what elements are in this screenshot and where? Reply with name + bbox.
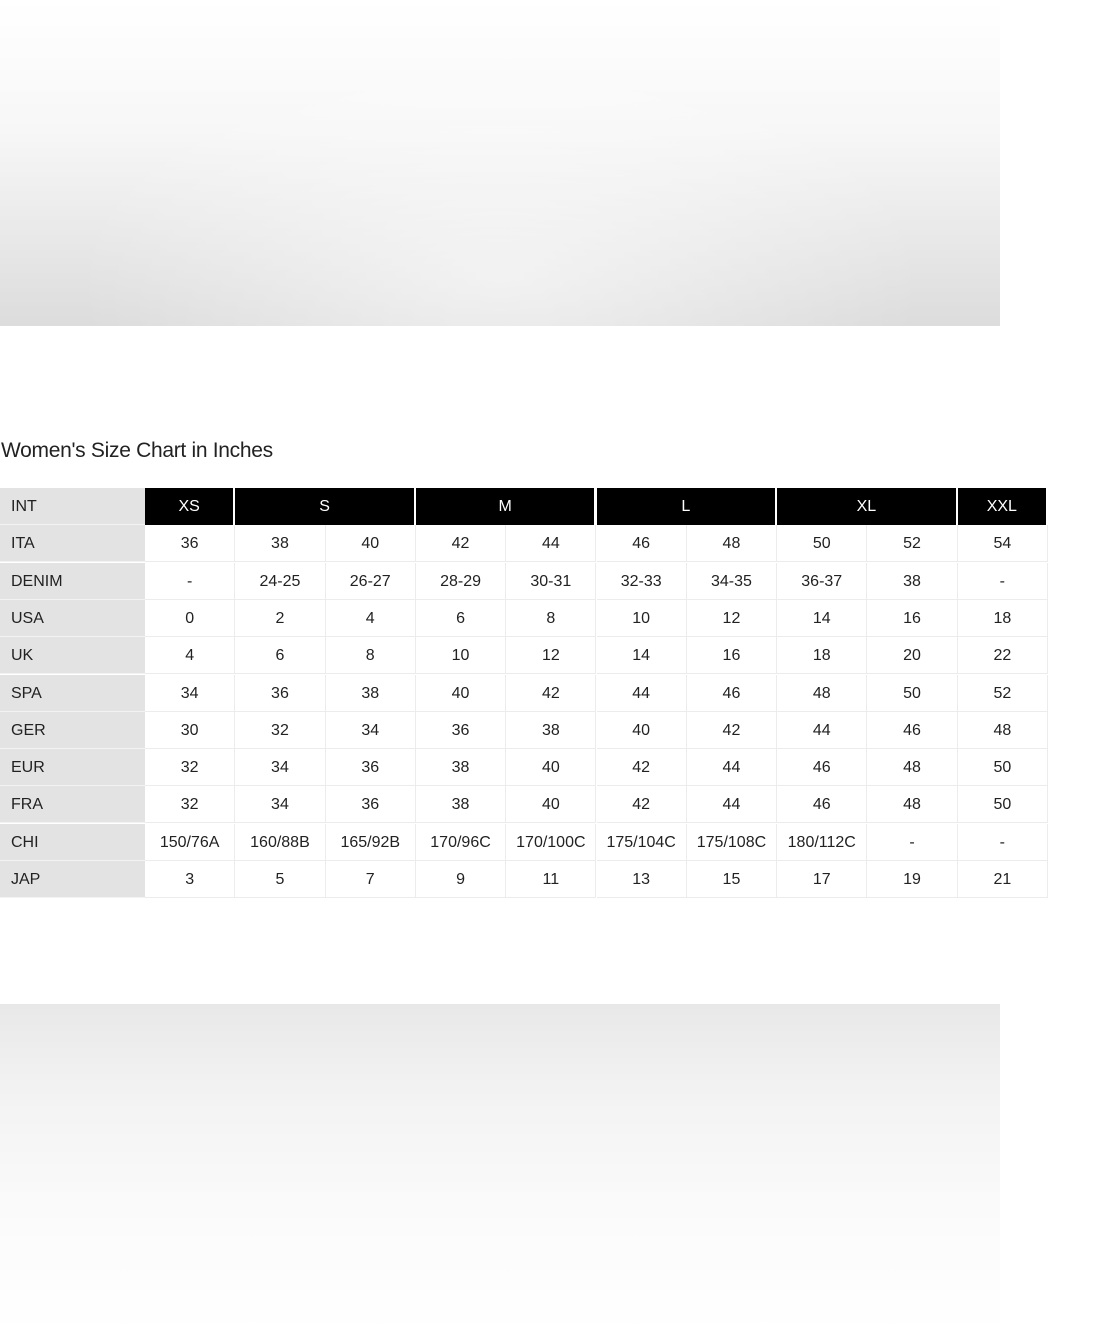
page-title: Women's Size Chart in Inches <box>1 439 273 462</box>
table-cell: 46 <box>777 786 867 823</box>
table-cell: 10 <box>597 600 687 637</box>
table-cell: 36 <box>326 786 416 823</box>
top-gradient-band <box>0 0 1000 326</box>
table-cell: 34 <box>145 675 235 712</box>
table-cell: 48 <box>867 786 957 823</box>
row-label: ITA <box>0 525 145 562</box>
table-row <box>0 786 1100 823</box>
table-cell: 38 <box>235 525 325 562</box>
table-cell: 38 <box>506 712 596 749</box>
table-cell: 26-27 <box>326 563 416 600</box>
table-cell: 15 <box>687 861 777 898</box>
size-group-header: XL <box>777 488 958 525</box>
table-cell: 42 <box>597 749 687 786</box>
table-cell: 170/100C <box>506 824 596 861</box>
size-group-header: XS <box>145 488 235 525</box>
table-cell: 8 <box>326 637 416 674</box>
table-cell: 18 <box>777 637 867 674</box>
row-label: UK <box>0 637 145 674</box>
table-cell: 13 <box>597 861 687 898</box>
table-cell: 52 <box>867 525 957 562</box>
table-cell: 40 <box>416 675 506 712</box>
table-row <box>0 749 1100 786</box>
table-cell: 48 <box>958 712 1048 749</box>
table-cell: - <box>958 563 1048 600</box>
table-cell: 32 <box>145 786 235 823</box>
table-cell: 16 <box>687 637 777 674</box>
table-cell: 17 <box>777 861 867 898</box>
table-cell: 48 <box>777 675 867 712</box>
row-label: INT <box>0 488 145 525</box>
table-cell: 14 <box>777 600 867 637</box>
table-cell: - <box>958 824 1048 861</box>
table-row <box>0 861 1100 898</box>
table-cell: 6 <box>416 600 506 637</box>
table-cell: 14 <box>597 637 687 674</box>
table-cell: 40 <box>597 712 687 749</box>
table-cell: 8 <box>506 600 596 637</box>
table-cell: 40 <box>506 786 596 823</box>
table-header-row <box>0 488 1100 525</box>
table-cell: 36-37 <box>777 563 867 600</box>
row-label: SPA <box>0 675 145 712</box>
table-cell: 3 <box>145 861 235 898</box>
table-cell: 30-31 <box>506 563 596 600</box>
table-cell: 50 <box>777 525 867 562</box>
table-cell: 32-33 <box>597 563 687 600</box>
table-cell: 52 <box>958 675 1048 712</box>
table-cell: 44 <box>506 525 596 562</box>
table-cell: 36 <box>145 525 235 562</box>
table-cell: 22 <box>958 637 1048 674</box>
table-cell: 9 <box>416 861 506 898</box>
table-cell: 175/108C <box>687 824 777 861</box>
table-cell: 4 <box>326 600 416 637</box>
table-cell: 175/104C <box>597 824 687 861</box>
table-cell: 50 <box>867 675 957 712</box>
table-cell: 21 <box>958 861 1048 898</box>
table-cell: 50 <box>958 786 1048 823</box>
table-cell: 12 <box>506 637 596 674</box>
size-group-header: XXL <box>958 488 1048 525</box>
table-cell: 42 <box>416 525 506 562</box>
table-row <box>0 600 1100 637</box>
table-cell: 38 <box>326 675 416 712</box>
table-cell: 34 <box>326 712 416 749</box>
table-cell: 36 <box>235 675 325 712</box>
table-cell: 165/92B <box>326 824 416 861</box>
table-cell: 160/88B <box>235 824 325 861</box>
size-group-header: S <box>235 488 416 525</box>
row-label: CHI <box>0 824 145 861</box>
row-label: DENIM <box>0 563 145 600</box>
table-cell: - <box>867 824 957 861</box>
size-chart-table <box>0 488 1017 900</box>
table-cell: 11 <box>506 861 596 898</box>
row-label: GER <box>0 712 145 749</box>
table-cell: 170/96C <box>416 824 506 861</box>
table-cell: 44 <box>687 786 777 823</box>
table-row <box>0 712 1100 749</box>
table-cell: 34 <box>235 786 325 823</box>
table-cell: 12 <box>687 600 777 637</box>
table-cell: 28-29 <box>416 563 506 600</box>
table-cell: 50 <box>958 749 1048 786</box>
table-cell: 38 <box>416 786 506 823</box>
table-cell: 46 <box>597 525 687 562</box>
table-cell: 30 <box>145 712 235 749</box>
table-cell: 42 <box>597 786 687 823</box>
table-cell: 16 <box>867 600 957 637</box>
table-cell: 38 <box>416 749 506 786</box>
table-cell: 40 <box>506 749 596 786</box>
table-cell: 46 <box>777 749 867 786</box>
table-cell: 0 <box>145 600 235 637</box>
table-cell: 5 <box>235 861 325 898</box>
table-cell: 44 <box>597 675 687 712</box>
table-row <box>0 637 1100 674</box>
table-cell: 24-25 <box>235 563 325 600</box>
size-group-header: L <box>597 488 778 525</box>
table-cell: 48 <box>867 749 957 786</box>
table-cell: 54 <box>958 525 1048 562</box>
row-label: EUR <box>0 749 145 786</box>
table-cell: 7 <box>326 861 416 898</box>
table-row <box>0 525 1100 562</box>
table-cell: 180/112C <box>777 824 867 861</box>
table-cell: 19 <box>867 861 957 898</box>
table-cell: 36 <box>326 749 416 786</box>
row-label: USA <box>0 600 145 637</box>
table-cell: 34-35 <box>687 563 777 600</box>
table-cell: 40 <box>326 525 416 562</box>
row-label: FRA <box>0 786 145 823</box>
bottom-gradient-band <box>0 1004 1000 1333</box>
table-cell: 44 <box>777 712 867 749</box>
table-cell: 20 <box>867 637 957 674</box>
table-cell: 32 <box>235 712 325 749</box>
table-cell: - <box>145 563 235 600</box>
table-cell: 6 <box>235 637 325 674</box>
table-cell: 150/76A <box>145 824 235 861</box>
table-cell: 36 <box>416 712 506 749</box>
table-row <box>0 563 1100 600</box>
table-cell: 4 <box>145 637 235 674</box>
table-row <box>0 675 1100 712</box>
table-cell: 2 <box>235 600 325 637</box>
table-cell: 48 <box>687 525 777 562</box>
table-cell: 46 <box>867 712 957 749</box>
table-cell: 34 <box>235 749 325 786</box>
table-cell: 42 <box>687 712 777 749</box>
table-cell: 38 <box>867 563 957 600</box>
table-cell: 46 <box>687 675 777 712</box>
table-cell: 18 <box>958 600 1048 637</box>
table-cell: 44 <box>687 749 777 786</box>
size-group-header: M <box>416 488 597 525</box>
table-cell: 42 <box>506 675 596 712</box>
table-cell: 32 <box>145 749 235 786</box>
row-label: JAP <box>0 861 145 898</box>
table-cell: 10 <box>416 637 506 674</box>
table-row <box>0 824 1100 861</box>
